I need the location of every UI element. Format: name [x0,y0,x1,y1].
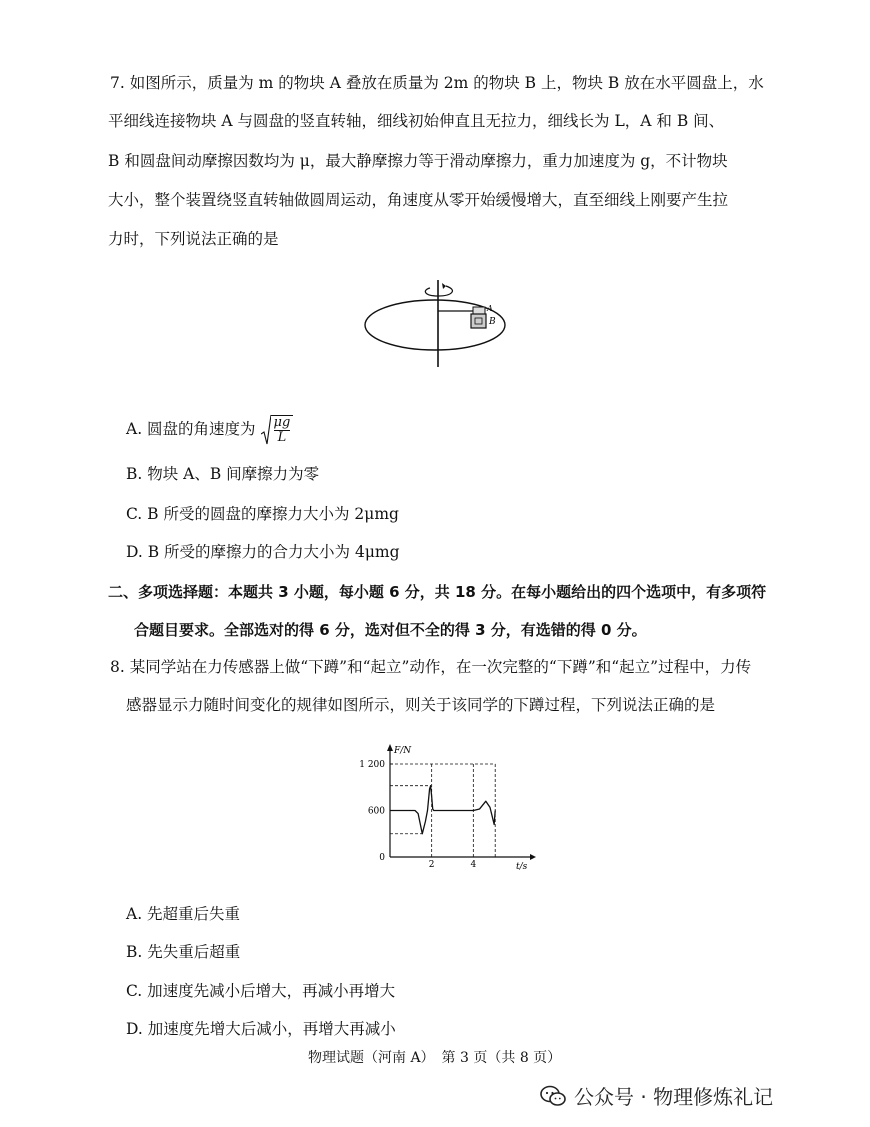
section2-line-2: 合题目要求。全部选对的得 6 分，选对但不全的得 3 分，有选错的得 0 分。 [134,621,647,639]
q7-line-1: 7. 如图所示，质量为 m 的物块 A 叠放在质量为 2m 的物块 B 上，物块 B 放在水平圆盘上，水 [110,74,764,92]
q8-option-d: D. 加速度先增大后减小，再增大再减小 [126,1020,396,1038]
rotation-arrow [425,286,452,296]
x-axis-label: t/s [516,862,528,872]
q7-line-4: 大小，整个装置绕竖直转轴做圆周运动，角速度从零开始缓慢增大，直至细线上刚要产生拉 [108,191,729,209]
series-line-0 [390,786,495,834]
q7-line-5: 力时，下列说法正确的是 [108,230,279,248]
label-b: B [489,317,496,327]
q7-option-a-text: A. 圆盘的角速度为 [126,420,256,438]
y-axis-label: F/N [394,746,412,756]
y-tick-label-2: 1 200 [359,760,385,770]
block-a [473,307,485,314]
q8-line-1: 8. 某同学站在力传感器上做“下蹲”和“起立”动作，在一次完整的“下蹲”和“起立”过程中，力传 [110,658,752,676]
q8-option-b: B. 先失重后超重 [126,943,241,961]
x-tick-label-0: 2 [428,860,435,870]
x-axis-arrow [530,854,536,860]
wechat-icon [540,1085,566,1107]
sqrt-icon [261,414,271,446]
q7-option-d: D. B 所受的摩擦力的合力大小为 4μmg [126,543,400,561]
q8-line-2: 感器显示力随时间变化的规律如图所示，则关于该同学的下蹲过程，下列说法正确的是 [126,696,716,714]
q8-option-c: C. 加速度先减小后增大，再减小再增大 [126,982,396,1000]
force-time-chart [350,742,540,872]
q8-option-a: A. 先超重后失重 [126,905,241,923]
sqrt-fraction [271,415,294,445]
frac-numerator: μg [273,415,291,430]
section2-line-1: 二、多项选择题：本题共 3 小题，每小题 6 分，共 18 分。在每小题给出的四个选项中，有多项符 [108,583,767,601]
q7-line-2: 平细线连接物块 A 与圆盘的竖直转轴，细线初始伸直且无拉力，细线长为 L，A 和 B 间、 [108,112,725,130]
y-tick-label-0: 0 [379,853,385,863]
page-footer: 物理试题（河南 A） 第 3 页（共 8 页） [308,1050,562,1066]
watermark [540,1081,773,1110]
q7-option-b: B. 物块 A、B 间摩擦力为零 [126,465,320,483]
y-tick-label-1: 600 [367,806,385,817]
frac-denominator: L [277,430,287,445]
q7-line-3: B 和圆盘间动摩擦因数均为 μ，最大静摩擦力等于滑动摩擦力，重力加速度为 g，不计物块 [108,152,728,170]
block-b [471,314,486,328]
q7-option-a [126,414,293,446]
x-tick-label-1: 4 [470,860,477,870]
y-axis-arrow [387,744,393,751]
label-a: A [487,304,493,313]
q7-disc-figure [360,278,520,370]
q7-option-c: C. B 所受的圆盘的摩擦力大小为 2μmg [126,505,399,523]
sqrt-expression [261,414,294,446]
watermark-text: 公众号 · 物理修炼礼记 [574,1085,774,1109]
